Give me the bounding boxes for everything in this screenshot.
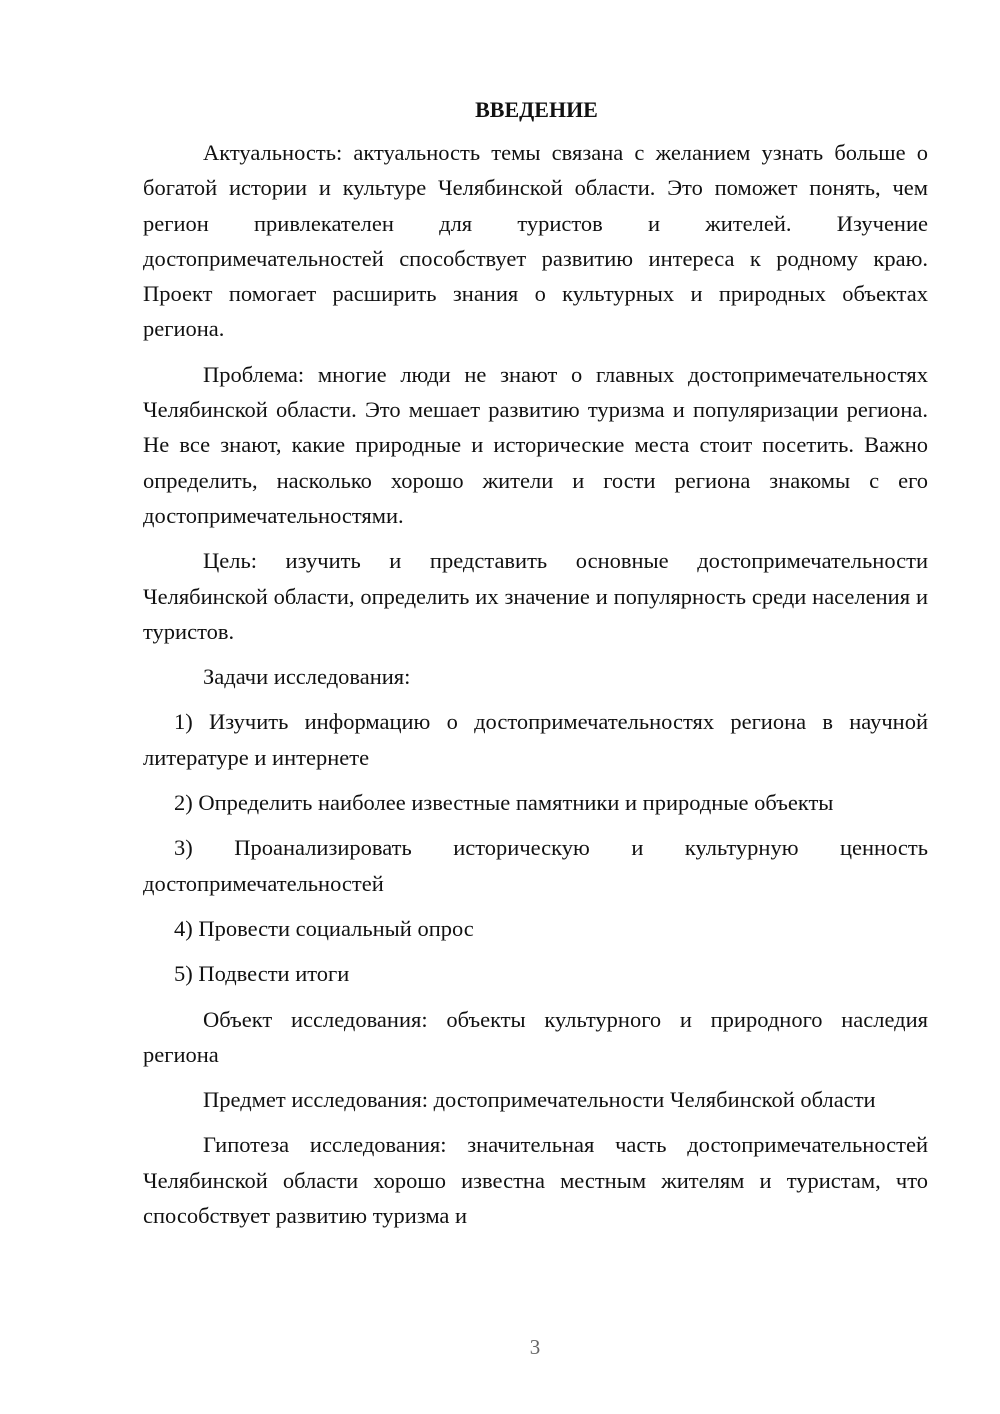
paragraph-problem: Проблема: многие люди не знают о главных достопримечательностях Челябинской области. Это мешает развитию туризма и популяризации региона. Не все знают, какие природные и исторические места стоит посетить. Важно определить, насколько хорошо жители и гости региона знакомы с его достопримечательностями. (143, 361, 928, 528)
paragraph-object: Объект исследования: объекты культурного и природного наследия региона (143, 1006, 928, 1067)
task-item-5: 5) Подвести итоги (174, 961, 350, 987)
page-number: 3 (529, 1335, 541, 1359)
task-item-4: 4) Провести социальный опрос (174, 915, 474, 941)
paragraph-hypothesis: Гипотеза исследования: значительная часть достопримечательностей Челябинской области хорошо известна местным жителям и туристам, что способствует развитию туризма и (143, 1132, 928, 1229)
section-title: ВВЕДЕНИЕ (475, 97, 598, 122)
paragraph-goal: Цель: изучить и представить основные достопримечательности Челябинской области, определить их значение и популярность среди населения и туристов. (143, 548, 928, 644)
document-page (143, 94, 928, 1243)
task-item-3: 3) Проанализировать историческую и культурную ценность достопримечательностей (143, 835, 928, 896)
task-item-2: 2) Определить наиболее известные памятники и природные объекты (174, 790, 834, 816)
paragraph-relevance: Актуальность: актуальность темы связана с желанием узнать больше о богатой истории и культуре Челябинской области. Это поможет понять, чем регион привлекателен для туристов и жителей. Изучение достопримечательностей способствует развитию интереса к родному краю. Проект помогает расширить знания о культурных и природных объектах региона. (143, 140, 928, 342)
paragraph-subject: Предмет исследования: достопримечательности Челябинской области (203, 1087, 876, 1113)
task-item-1: 1) Изучить информацию о достопримечательностях региона в научной литературе и интернете (143, 709, 928, 770)
tasks-heading: Задачи исследования: (203, 664, 411, 690)
